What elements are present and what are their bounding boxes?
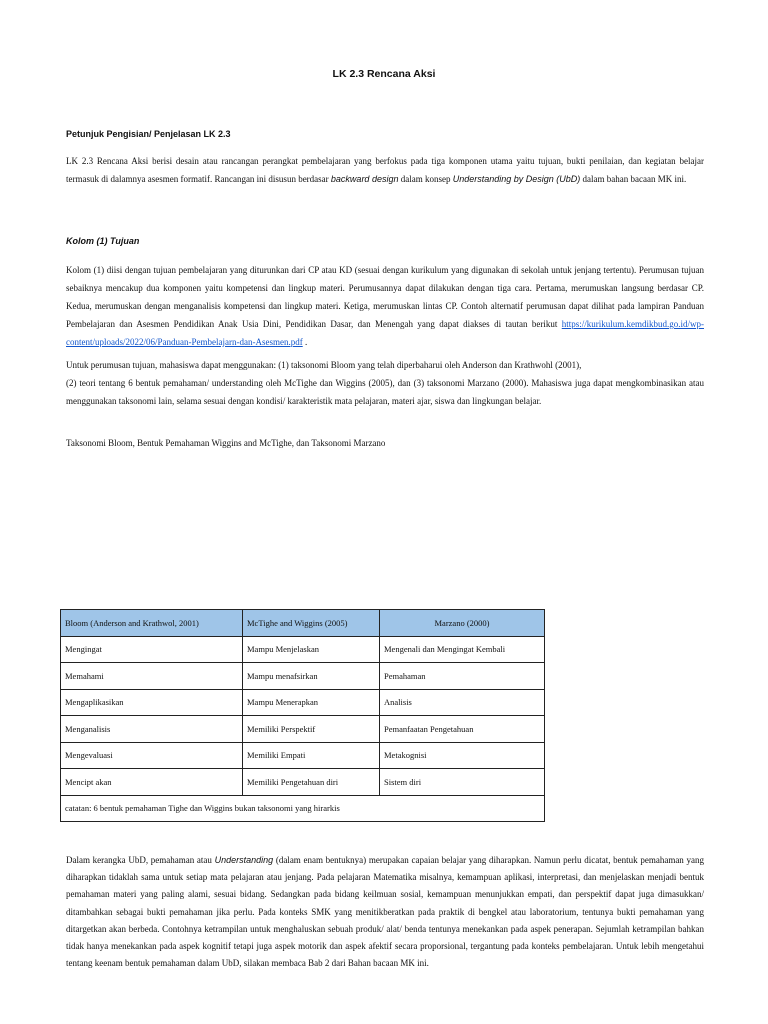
table-cell: Memiliki Perspektif: [243, 716, 380, 743]
text-span: dalam konsep: [398, 174, 453, 184]
table-row: [61, 663, 545, 690]
text-span: (dalam enam bentuknya) merupakan capaian belajar yang diharapkan. Namun perlu dicatat, bentuk pemahaman yang diharapkan tidaklah sama untuk setiap mata pelajaran atau jenjang. Pada pelajaran Matematika misalnya, kemampuan aplikasi, interpretasi, dan menjelaskan menjadi bentuk pemahaman materi yang paling alami, sesuai bidang. Sedangkan pada bidang keilmuan sosial, kemampuan menunjukkan empati, dan perspektif dapat juga dimasukkan/ ditambahkan sebagai bukti pemahaman jika perlu. Pada konteks SMK yang menitikberatkan pada praktik di bengkel atau laboratorium, tentunya bukti pemahaman yang ditargetkan akan berbeda. Contohnya ketrampilan untuk menghaluskan sebuah produk/ alat/ benda tentunya menekankan pada aspek penerapan. Sejumlah ketrampilan bahkan tidak hanya menekankan pada aspek kognitif tetapi juga aspek motorik dan aspek afektif secara proporsional, tergantung pada konteks pembelajaran. Untuk lebih mengetahui tentang keenam bentuk pemahaman dalam UbD, silakan membaca Bab 2 dari Bahan bacaan MK ini.: [66, 855, 704, 969]
paragraph-ubd: [66, 852, 704, 972]
table-cell: Memiliki Pengetahuan diri: [243, 769, 380, 796]
table-cell: Mencipt akan: [61, 769, 243, 796]
table-cell: Mengevaluasi: [61, 742, 243, 769]
column-header-mctighe: McTighe and Wiggins (2005): [243, 610, 380, 637]
text-span: LK 2.3 Rencana Aksi berisi desain atau rancangan perangkat pembelajaran yang berfokus pada tiga komponen utama yaitu tujuan, bukti penilaian, dan kegiatan belajar termasuk di dalamnya asesmen formatif. Rancangan ini disusun berdasar: [66, 156, 704, 184]
section-heading-tujuan: Kolom (1) Tujuan: [66, 236, 140, 246]
table-row: [61, 742, 545, 769]
table-cell: Mampu menafsirkan: [243, 663, 380, 690]
italic-term-ubd: Understanding by Design (UbD): [452, 174, 581, 184]
text-span: Kolom (1) diisi dengan tujuan pembelajaran yang diturunkan dari CP atau KD (sesuai dengan kurikulum yang digunakan di sekolah untuk jenjang tertentu). Perumusan tujuan sebaiknya mencakup dua komponen yaitu kompetensi dan lingkup materi. Perumusannya dapat dilakukan dengan tiga cara. Pertama, merumuskan langsung berdasar CP. Kedua, merumuskan dengan menganalisis kompetensi dan lingkup materi. Ketiga, merumuskan lintas CP. Contoh alternatif perumusan dapat dilihat pada lampiran Panduan Pembelajaran dan Asesmen Pendidikan Anak Usia Dini, Pendidikan Dasar, dan Menengah yang dapat diakses di tautan berikut: [66, 265, 704, 329]
table-row: [61, 636, 545, 663]
table-caption: Taksonomi Bloom, Bentuk Pemahaman Wiggins and McTighe, dan Taksonomi Marzano: [66, 438, 386, 448]
table-cell: Mampu Menerapkan: [243, 689, 380, 716]
italic-term-understanding: Understanding: [214, 855, 274, 865]
table-cell: Metakognisi: [380, 742, 545, 769]
column-header-marzano: Marzano (2000): [380, 610, 545, 637]
paragraph-intro: [66, 152, 704, 188]
table-row: [61, 769, 545, 796]
table-row: [61, 689, 545, 716]
table-cell: Sistem diri: [380, 769, 545, 796]
table-cell: Pemahaman: [380, 663, 545, 690]
table-cell: Analisis: [380, 689, 545, 716]
table-cell: Menganalisis: [61, 716, 243, 743]
table-cell: Memahami: [61, 663, 243, 690]
text-span: dalam bahan bacaan MK ini.: [580, 174, 687, 184]
table-note: catatan: 6 bentuk pemahaman Tighe dan Wiggins bukan taksonomi yang hirarkis: [61, 795, 545, 822]
text-span: Untuk perumusan tujuan, mahasiswa dapat menggunakan: (1) taksonomi Bloom yang telah diperbaharui oleh Anderson dan Krathwohl (2001),: [66, 360, 582, 370]
table-cell: Memiliki Empati: [243, 742, 380, 769]
table-cell: Mampu Menjelaskan: [243, 636, 380, 663]
paragraph-perumusan: [66, 356, 704, 410]
paragraph-kolom-tujuan: [66, 261, 704, 351]
column-header-bloom: Bloom (Anderson and Krathwol, 2001): [61, 610, 243, 637]
taxonomy-table: [60, 609, 545, 822]
panduan-link[interactable]: https://kurikulum.kemdikbud.go.id/wp- content/uploads/2022/06/Panduan-Pembelajarn-dan-Asesmen.pdf: [66, 319, 704, 347]
text-span: Dalam kerangka UbD, pemahaman atau: [66, 855, 215, 865]
table-row: [61, 716, 545, 743]
section-heading-petunjuk: Petunjuk Pengisian/ Penjelasan LK 2.3: [66, 129, 231, 139]
table-header-row: [61, 610, 545, 637]
text-span: .: [302, 337, 308, 347]
table-cell: Mengenali dan Mengingat Kembali: [380, 636, 545, 663]
table-cell: Mengaplikasikan: [61, 689, 243, 716]
text-span: (2) teori tentang 6 bentuk pemahaman/ understanding oleh McTighe dan Wiggins (2005), dan (3) taksonomi Marzano (2000). Mahasiswa juga dapat mengkombinasikan atau menggunakan taksonomi lain, selama sesuai dengan kondisi/ karakteristik mata pelajaran, materi ajar, siswa dan lingkungan belajar.: [66, 378, 704, 406]
page-title: LK 2.3 Rencana Aksi: [332, 68, 436, 80]
italic-term-backward-design: backward design: [330, 174, 399, 184]
table-cell: Pemanfaatan Pengetahuan: [380, 716, 545, 743]
table-note-row: [61, 795, 545, 822]
table-cell: Mengingat: [61, 636, 243, 663]
